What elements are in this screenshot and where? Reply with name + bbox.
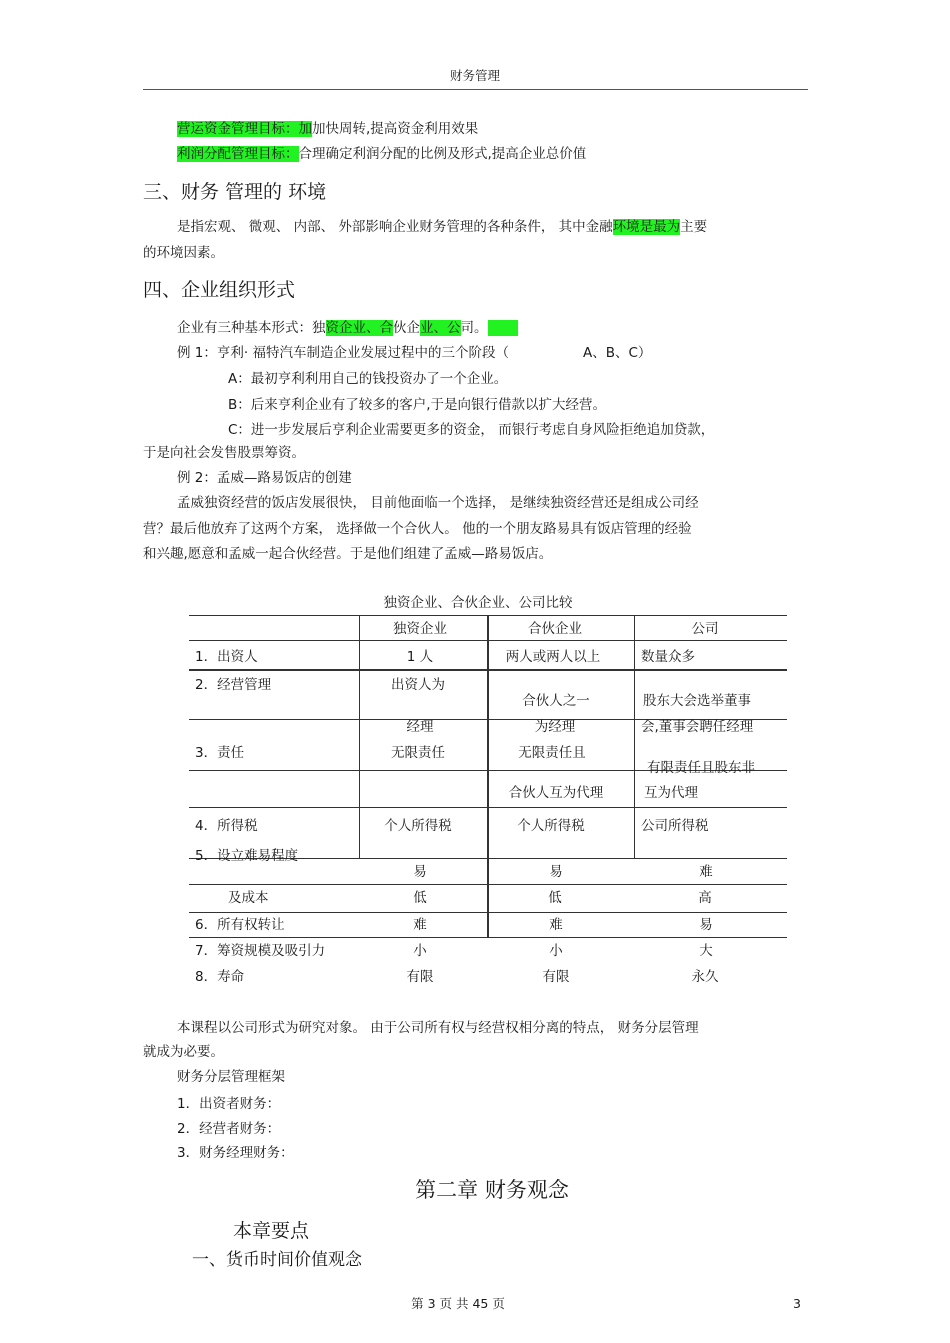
row2-sole-b: 经理 (406, 719, 434, 735)
example2-title: 例 2：孟威—路易饭店的创建 (177, 470, 352, 486)
row4-label: 4．所得税 (195, 818, 258, 834)
row2-partnership-a: 合伙人之一 (522, 693, 590, 709)
row6-corporation: 易 (699, 917, 713, 933)
table-col-rule (487, 615, 489, 937)
row5b-corporation: 高 (698, 890, 712, 906)
row5-sole: 易 (413, 864, 427, 880)
forms-intro: 企业有三种基本形式：独资企业、合伙企业、公司。 (177, 320, 518, 336)
row7-corporation: 大 (699, 943, 713, 959)
trailing-highlight (488, 320, 518, 336)
framework-title: 财务分层管理框架 (177, 1069, 285, 1085)
section3-para-line2: 的环境因素。 (143, 245, 224, 261)
row5b-partnership: 低 (548, 890, 562, 906)
row2-corporation-b: 会,董事会聘任经理 (641, 719, 754, 735)
example1-c-line2: 于是向社会发售股票筹资。 (143, 445, 305, 461)
example2-line2: 营？最后他放弃了这两个方案， 选择做一个合伙人。 他的一个朋友路易具有饭店管理的经验 (143, 521, 692, 537)
footer-page-number: 3 (793, 1296, 801, 1311)
framework-item-manager: 3．财务经理财务： (177, 1145, 294, 1161)
row3-label: 3．责任 (195, 745, 245, 761)
section3-para-line1: 是指宏观、 微观、 内部、 外部影响企业财务管理的各种条件， 其中金融环境是最为主要 (177, 219, 708, 235)
row8-corporation: 永久 (691, 969, 719, 985)
table-col-rule (634, 615, 635, 858)
row1-label: 1．出资人 (195, 649, 258, 665)
page-header-title: 财务管理 (449, 68, 501, 83)
row2-corporation-a: 股东大会选举董事 (643, 693, 751, 709)
row3-corporation-b: 互为代理 (644, 785, 698, 801)
profit-goal-label: 利润分配管理目标： (177, 146, 299, 162)
row5b-label: 及成本 (228, 890, 269, 906)
table-col-rule (359, 615, 360, 858)
row2-partnership-b: 为经理 (534, 719, 576, 735)
example1-b: B：后来亨利企业有了较多的客户,于是向银行借款以扩大经营。 (228, 397, 607, 413)
row2-label: 2．经营管理 (195, 677, 272, 693)
row1-sole: 1 人 (406, 649, 434, 665)
row7-sole: 小 (413, 943, 427, 959)
row6-label: 6．所有权转让 (195, 917, 285, 933)
example1-title: 例 1：亨利· 福特汽车制造企业发展过程中的三个阶段（ (177, 345, 509, 361)
footer-page-text: 第 3 页 共 45 页 (411, 1296, 505, 1311)
course-focus-line2: 就成为必要。 (143, 1044, 224, 1060)
col-header-sole: 独资企业 (393, 621, 447, 637)
course-focus-line1: 本课程以公司形式为研究对象。 由于公司所有权与经营权相分离的特点， 财务分层管理 (177, 1020, 699, 1036)
row8-label: 8．寿命 (195, 969, 245, 985)
row4-partnership: 个人所得税 (517, 818, 585, 834)
row2-sole-a: 出资人为 (391, 677, 445, 693)
example2-line3: 和兴趣,愿意和孟威一起合伙经营。于是他们组建了孟威—路易饭店。 (143, 546, 553, 562)
example1-a: A：最初亨利利用自己的钱投资办了一个企业。 (228, 371, 508, 387)
chapter-title: 第二章 财务观念 (415, 1178, 569, 1202)
row1-partnership: 两人或两人以上 (505, 649, 601, 665)
col-header-partnership: 合伙企业 (528, 621, 582, 637)
row5-partnership: 易 (549, 864, 563, 880)
example2-line1: 孟威独资经营的饭店发展很快， 目前他面临一个选择， 是继续独资经营还是组成公司经 (177, 495, 699, 511)
section4-heading: 四、企业组织形式 (143, 279, 296, 301)
framework-item-investor: 1．出资者财务： (177, 1096, 281, 1112)
row3-partnership-b: 合伙人互为代理 (508, 785, 604, 801)
chapter-key-points: 本章要点 (233, 1220, 310, 1242)
row6-sole: 难 (413, 917, 427, 933)
framework-item-operator: 2．经营者财务： (177, 1121, 281, 1137)
row6-partnership: 难 (549, 917, 563, 933)
row5-corporation: 难 (699, 864, 713, 880)
row7-partnership: 小 (549, 943, 563, 959)
row8-sole: 有限 (406, 969, 434, 985)
row3-corporation-a: 有限责任且股东非 (647, 760, 755, 776)
row1-corporation: 数量众多 (641, 649, 695, 665)
row3-partnership-a: 无限责任且 (518, 745, 586, 761)
row5b-sole: 低 (413, 890, 427, 906)
row7-label: 7．筹资规模及吸引力 (195, 943, 326, 959)
profit-goal-text: 合理确定利润分配的比例及形式,提高企业总价值 (298, 146, 587, 162)
table-caption: 独资企业、合伙企业、公司比较 (383, 595, 573, 611)
working-capital-goal: 营运资金管理目标：加加快周转,提高资金利用效果 (177, 121, 479, 137)
row3-sole: 无限责任 (391, 745, 445, 761)
table-rule (189, 937, 787, 938)
example1-c-line1: C：进一步发展后亨利企业需要更多的资金， 而银行考虑自身风险拒绝追加贷款， (228, 422, 715, 438)
example1-options: A、B、C） (583, 345, 652, 361)
profit-goal (177, 146, 586, 162)
row5-label: 5．设立难易程度 (195, 848, 299, 864)
section3-heading: 三、财务 管理的 环境 (143, 181, 327, 203)
chapter-first-point: 一、货币时间价值观念 (192, 1250, 362, 1270)
row8-partnership: 有限 (542, 969, 570, 985)
working-capital-goal-label: 营运资金管理目标： (177, 121, 299, 137)
row4-corporation: 公司所得税 (641, 818, 709, 834)
header-rule (143, 89, 808, 90)
col-header-corporation: 公司 (691, 621, 719, 637)
section3-highlight: 环境是最为 (612, 219, 681, 235)
row4-sole: 个人所得税 (384, 818, 452, 834)
working-capital-goal-text: 加快周转,提高资金利用效果 (312, 121, 479, 137)
